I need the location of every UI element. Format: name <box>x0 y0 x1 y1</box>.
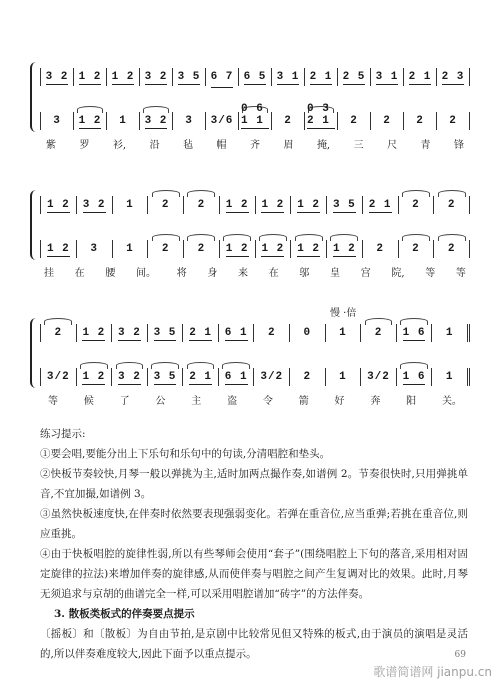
note: 3 <box>185 115 193 127</box>
note: 2 <box>447 199 456 211</box>
note: 1 <box>339 327 347 339</box>
note: 0 6 1 1 <box>241 103 269 130</box>
note: 2 <box>383 115 391 127</box>
score-system-1 <box>40 62 470 154</box>
note: 1 2 <box>226 199 249 214</box>
note: 3 <box>90 243 98 255</box>
section-heading: 3. 散板类板式的伴奏要点提示 <box>54 608 195 620</box>
note: 3 5 <box>154 371 177 386</box>
note: 6 7 <box>211 71 234 86</box>
site-watermark: 歌谱简谱网 jianpu.cn <box>373 665 492 679</box>
note: 1 <box>119 115 127 127</box>
tip-4: ④由于快板唱腔的旋律性弱,所以有些琴师会使用“套子”(围绕唱腔上下句的落音,采用相对固定旋律的拉法)来增加伴奏的旋律感,从而使伴奏与唱腔之间产生复调对比的效果。此时,月琴无须追求与京胡的曲谱完全一样,可以采用唱腔谱加“砖字”的方法伴奏。 <box>40 548 468 600</box>
tip-2: ②快板节奏较快,月琴一般以弹挑为主,适时加两点撮作奏,如谱例 2。节奏很快时,只用弹挑单音,不宜加撮,如谱例 3。 <box>40 468 468 500</box>
note: 3 5 <box>154 327 177 342</box>
lyrics-line: 紫 罗 衫, 沿 毡 帽 齐 眉 掩, 三 尺 青 锋 <box>46 140 464 151</box>
lower-staff <box>40 368 470 386</box>
note: 3 1 <box>277 71 300 86</box>
score-system-2 <box>40 190 470 282</box>
note: 3 2 <box>118 371 141 386</box>
note: 3/2 <box>260 371 284 383</box>
upper-staff <box>40 324 470 342</box>
note: 3 1 <box>376 71 399 86</box>
note: 1 2 <box>297 243 320 258</box>
lower-staff <box>40 240 470 258</box>
lower-staff <box>40 103 470 130</box>
note: 2 <box>197 243 206 255</box>
note: 3 2 <box>46 71 69 86</box>
note: 6 5 <box>244 71 267 86</box>
score-system-3 <box>40 318 470 410</box>
note: 2 <box>416 115 424 127</box>
tip-3: ③虽然快板速度快,在伴奏时依然要表现强弱变化。若弹在重音位,应当重弹;若挑在重音位,则应重挑。 <box>40 508 468 540</box>
note: 1 <box>445 327 454 339</box>
upper-staff <box>40 196 470 214</box>
note: 1 2 <box>82 371 105 386</box>
note: 1 <box>445 371 454 383</box>
note: 1 2 <box>82 327 105 342</box>
lyrics-line: 等 候 了 公 主 盗 令 箭 好 奔 阳 关。 <box>48 396 462 407</box>
note: 2 5 <box>343 71 366 86</box>
note: 3 5 <box>178 71 201 86</box>
note: 6 1 <box>225 327 248 342</box>
note: 1 2 <box>226 243 249 258</box>
note: 2 <box>350 115 358 127</box>
note: 0 <box>303 327 312 339</box>
note: 2 <box>161 243 170 255</box>
note: 1 2 <box>261 243 284 258</box>
note: 2 3 <box>442 71 465 86</box>
note: 2 <box>449 115 457 127</box>
note: 3 2 <box>118 327 141 342</box>
note: 1 <box>126 199 134 211</box>
note: 2 <box>197 199 206 211</box>
note: 1 6 <box>403 371 426 386</box>
system-brace <box>30 318 38 388</box>
note: 2 1 <box>189 327 212 342</box>
note: 1 6 <box>403 327 426 342</box>
note: 2 1 <box>409 71 432 86</box>
note: 2 <box>267 327 276 339</box>
note: 1 <box>339 371 347 383</box>
note: 3/6 <box>210 115 234 127</box>
note: 2 <box>161 199 170 211</box>
tempo-marking: 慢 ·倍 <box>330 308 357 319</box>
note: 2 <box>376 243 384 255</box>
note: 2 1 <box>189 371 212 386</box>
note: 1 2 <box>79 115 102 130</box>
note: 2 <box>284 115 292 127</box>
note: 3/2 <box>367 371 390 383</box>
note: 2 <box>412 243 420 255</box>
lyrics-line: 挂 在 腰 间。 将 身 来 在 邬 皇 宫 院, 等 等 <box>44 268 466 279</box>
page-number: 69 <box>454 650 466 660</box>
note: 1 2 <box>47 243 70 258</box>
note: 0 3 2 1 <box>307 103 335 130</box>
note: 2 <box>412 199 420 211</box>
note: 3 <box>53 115 61 127</box>
note: 1 2 <box>333 243 356 258</box>
practice-tips <box>40 424 468 664</box>
note: 3 5 <box>333 199 356 214</box>
note: 3/2 <box>46 371 70 383</box>
system-brace <box>30 62 38 132</box>
note: 3 2 <box>145 115 168 130</box>
note: 6 1 <box>225 371 248 386</box>
note: 2 <box>303 371 312 383</box>
note: 2 1 <box>369 199 392 214</box>
note: 1 <box>126 243 134 255</box>
note: 2 1 <box>310 71 333 86</box>
note: 3 2 <box>83 199 106 214</box>
note: 1 2 <box>297 199 320 214</box>
note: 1 2 <box>112 71 135 86</box>
tips-title: 练习提示: <box>40 428 86 440</box>
note: 3 2 <box>145 71 168 86</box>
system-brace <box>30 190 38 260</box>
note: 2 <box>374 327 383 339</box>
note: 1 2 <box>79 71 102 86</box>
tip-1: ①要会唱,要能分出上下乐句和乐句中的句读,分清唱腔和垫头。 <box>40 448 331 460</box>
section-paragraph: 〔摇板〕和〔散板〕为自由节拍,是京剧中比较常见但又特殊的板式,由于演员的演唱是灵活的,所以伴奏难度较大,因此下面予以重点提示。 <box>40 628 468 660</box>
note: 1 2 <box>261 199 284 214</box>
note: 2 <box>447 243 456 255</box>
note: 1 2 <box>47 199 70 214</box>
upper-staff <box>40 68 470 86</box>
note: 2 <box>54 327 63 339</box>
